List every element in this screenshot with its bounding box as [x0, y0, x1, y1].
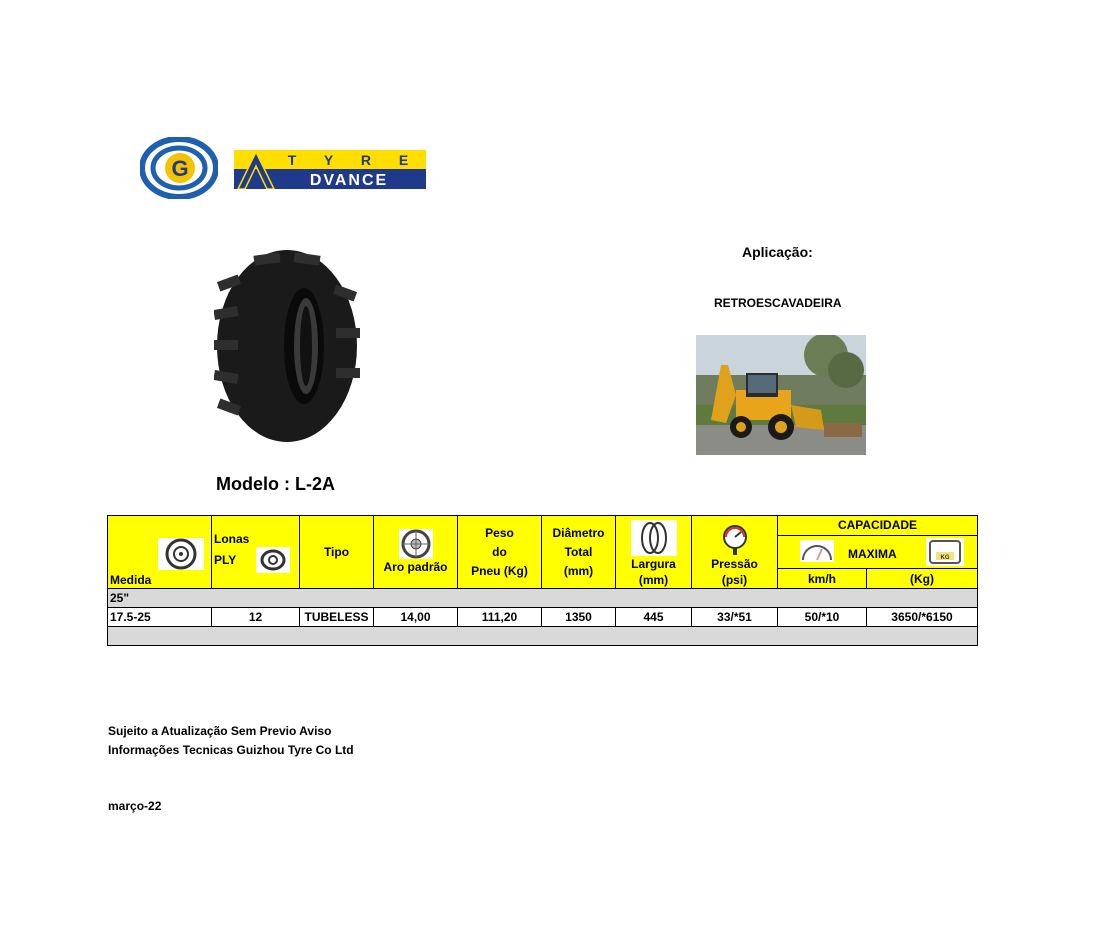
advance-tyre-logo [234, 150, 426, 189]
header-aro [374, 516, 458, 589]
weight-kg-icon [926, 538, 964, 566]
company-info-text: Informações Tecnicas Guizhou Tyre Co Ltd [108, 743, 354, 757]
cell-kmh: 50/*10 [778, 608, 867, 627]
header-maxima [778, 535, 978, 569]
pressure-gauge-icon [720, 524, 750, 556]
cell-peso: 111,20 [458, 608, 542, 627]
gtc-logo [140, 137, 218, 199]
header-peso-line1: Peso [485, 525, 514, 540]
header-peso-line3: Pneu (Kg) [471, 563, 528, 578]
disclaimer-text: Sujeito a Atualização Sem Previo Aviso [108, 724, 332, 738]
header-diametro-line1: Diâmetro [552, 525, 605, 540]
cell-pressao: 33/*51 [692, 608, 778, 627]
date-text: março-22 [108, 799, 162, 813]
model-title: Modelo : L-2A [216, 474, 335, 494]
header-lonas [212, 516, 300, 589]
header-capacidade: CAPACIDADE [778, 516, 978, 536]
header-largura-line2: (mm) [638, 573, 669, 587]
application-label: Aplicação: [742, 244, 813, 260]
cell-diametro: 1350 [542, 608, 616, 627]
header-largura-line1: Largura [631, 557, 676, 571]
width-icon [636, 520, 672, 556]
cell-lonas: 12 [212, 608, 300, 627]
spec-table [107, 515, 977, 646]
cell-largura: 445 [616, 608, 692, 627]
header-peso-line2: do [492, 544, 507, 559]
cell-aro: 14,00 [374, 608, 458, 627]
header-pressao-line1: Pressão [711, 557, 758, 571]
header-aro-label: Aro padrão [383, 560, 448, 574]
header-peso [458, 516, 542, 589]
empty-footer-row [108, 627, 978, 646]
cell-medida: 17.5-25 [108, 608, 212, 627]
svg-text:G: G [171, 156, 189, 181]
header-medida [108, 516, 212, 589]
header-kg: (Kg) [867, 569, 978, 589]
header-pressao-line2: (psi) [721, 573, 748, 587]
speedometer-icon [800, 540, 834, 562]
header-pressao [692, 516, 778, 589]
wheel-icon [401, 529, 431, 559]
section-row: 25" [108, 589, 978, 608]
header-maxima-label: MAXIMA [848, 546, 897, 561]
svg-text:KG: KG [940, 554, 950, 561]
header-diametro-line2: Total [564, 544, 593, 559]
cell-kg: 3650/*6150 [867, 608, 978, 627]
header-ply-label: PLY [214, 553, 237, 567]
rim-icon [165, 538, 197, 570]
application-value: RETROESCAVADEIRA [714, 296, 842, 310]
logo-tyre-text: T Y R E [287, 152, 421, 168]
ply-icon [260, 547, 286, 573]
header-medida-label: Medida [110, 573, 152, 587]
cell-tipo: TUBELESS [300, 608, 374, 627]
header-largura [616, 516, 692, 589]
header-lonas-label: Lonas [214, 532, 250, 546]
tyre-image [214, 248, 360, 444]
header-tipo: Tipo [300, 516, 374, 589]
logo-dvance-text: DVANCE [309, 172, 389, 189]
backhoe-photo [696, 335, 866, 455]
table-row [108, 608, 978, 627]
header-diametro-line3: (mm) [563, 563, 594, 578]
header-kmh: km/h [778, 569, 867, 589]
header-diametro [542, 516, 616, 589]
